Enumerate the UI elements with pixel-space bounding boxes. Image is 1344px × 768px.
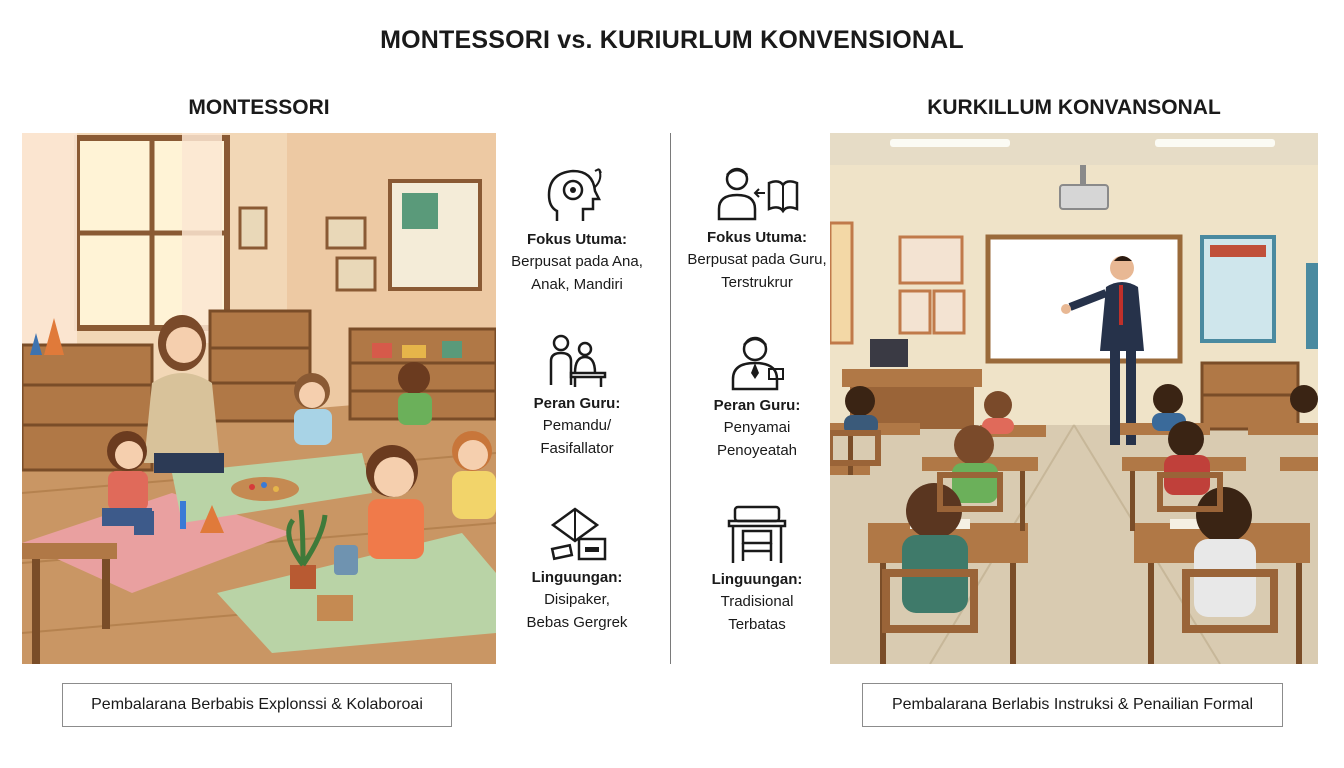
conventional-heading: KURKILLUM KONVANSONAL	[927, 96, 1221, 119]
montessori-environment-desc-1: Disipaker,	[544, 591, 610, 608]
conventional-focus-desc-2: Terstrukrur	[721, 274, 793, 291]
conventional-focus-desc-1: Berpusat pada Guru,	[687, 251, 827, 268]
conventional-classroom-illustration	[830, 133, 1318, 664]
head-gear-icon	[545, 165, 609, 225]
materials-icon	[545, 503, 609, 563]
montessori-teacher-role-feature	[492, 333, 662, 459]
conventional-focus-feature	[672, 165, 842, 293]
montessori-environment-desc-2: Bebas Gergrek	[526, 614, 628, 631]
conventional-environment-feature	[672, 503, 842, 635]
conventional-environment-desc-2: Terbatas	[728, 616, 786, 633]
montessori-heading: MONTESSORI	[188, 96, 330, 119]
conventional-caption: Pembalarana Berlabis Instruksi & Penailian Formal	[862, 683, 1283, 727]
center-divider	[670, 133, 671, 664]
montessori-focus-desc-2: Anak, Mandiri	[531, 276, 623, 293]
conventional-environment-label: Linguungan:	[711, 571, 803, 588]
montessori-classroom-illustration	[22, 133, 496, 664]
desk-chair-icon	[725, 503, 789, 565]
conventional-teacher-role-feature	[672, 333, 842, 461]
montessori-environment-label: Linguungan:	[531, 569, 623, 586]
conventional-focus-label: Fokus Utuma:	[706, 229, 807, 246]
montessori-focus-feature	[492, 165, 662, 295]
main-title: MONTESSORI vs. KURIURLUM KONVENSIONAL	[380, 26, 964, 54]
montessori-teacher-role-desc-2: Fasifallator	[540, 440, 614, 457]
conventional-teacher-role-desc-2: Penoyeatah	[716, 442, 798, 459]
teacher-book-icon	[715, 165, 799, 223]
conventional-teacher-role-desc-1: Penyamai	[723, 419, 791, 436]
montessori-focus-desc-1: Berpusat pada Ana,	[511, 253, 643, 270]
teacher-child-icon	[545, 333, 609, 389]
teacher-icon	[725, 333, 789, 391]
montessori-caption: Pembalarana Berbabis Explonssi & Kolaboroai	[62, 683, 452, 727]
montessori-teacher-role-label: Peran Guru:	[533, 395, 621, 412]
montessori-teacher-role-desc-1: Pemandu/	[542, 417, 612, 434]
montessori-focus-label: Fokus Utuma:	[526, 231, 627, 248]
montessori-environment-feature	[492, 503, 662, 633]
conventional-environment-desc-1: Tradisional	[720, 593, 794, 610]
conventional-teacher-role-label: Peran Guru:	[713, 397, 801, 414]
